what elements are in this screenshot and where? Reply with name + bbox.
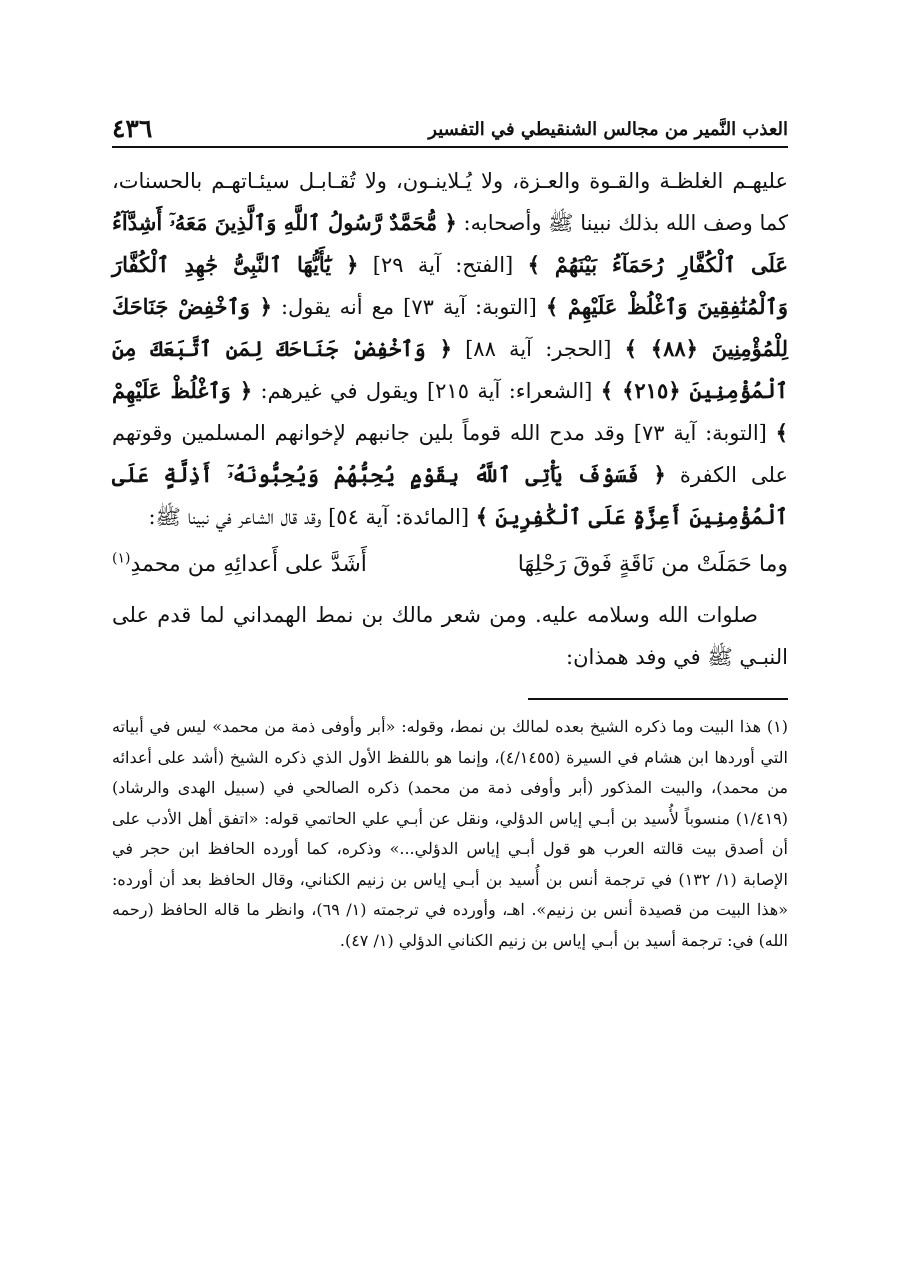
main-text — [112, 160, 788, 538]
text-segment: [التوبة: آية ٧٣] وقد مدح الله قوماً بلين جانبهم لإخوانهم المسلمين وقوتهم على الكفرة — [112, 421, 788, 487]
page-header — [112, 108, 788, 148]
footnote-divider — [528, 698, 788, 700]
main-paragraph — [112, 160, 788, 538]
closing-paragraph: صلوات الله وسلامه عليه. ومن شعر مالك بن نمط الهمداني لما قدم على النبـي ﷺ في وفد همذان: — [112, 603, 788, 669]
quran-verse: ﴿ وَٱخْفِضْ جَنَاحَكَ لِلْمُؤْمِنِينَ ﴿٨٨﴾ ﴾ — [112, 294, 789, 361]
citation: [التوبة: آية ٧٣] مع أنه يقول: — [271, 295, 546, 319]
citation: [المائدة: آية ٥٤] وقد قال الشاعر في نبينا ﷺ: — [148, 505, 476, 529]
footnote: (١) هذا البيت وما ذكره الشيخ بعده لمالك بن نمط، وقوله: «أبر وأوفى ذمة من محمد» ليس في أبياته التي أوردها ابن هشام في السيرة (٤/١٤٥٥)، وإنما هو باللفظ الأول الذي ذكره الشيخ (أشد على أعدائه من محمد)، والبيت المذكور (أبر وأوفى ذمة من محمد) ذكره الصالحي في (سبيل الهدى والرشاد) (١/٤١٩) منسوباً لأُسيد بن أبـي إياس الدؤلي، ونقل عن أبـي علي الحاتمي قوله: «اتفق أهل الأدب على أن أصدق بيت قالته العرب هو قول أبـي إياس الدؤلي...» وذكره، كما أورده الحافظ ابن حجر في الإصابة (١/ ١٣٢) في ترجمة أنس بن أُسيد بن أبـي إياس بن زنيم الكناني، وقال الحافظ بعد أن أورده: «هذا البيت من قصيدة أنس بن زنيم». اهـ، وأورده في ترجمته (١/ ٦٩)، وانظر ما قاله الحافظ (رحمه الله) في: ترجمة أسيد بن أبـي إياس بن زنيم الكناني الدؤلي (١/ ٤٧). — [112, 717, 789, 950]
quran-verse: ﴿ يَٰٓأَيُّهَا ٱلنَّبِىُّ جَٰهِدِ ٱلْكُفَّارَ وَٱلْمُنَٰفِقِينَ وَٱغْلُظْ عَلَيْهِمْ ﴾ — [112, 252, 788, 319]
citation: [الشعراء: آية ٢١٥] ويقول في غيرهم: — [252, 379, 601, 403]
quran-verse: ﴿ وَٱخْفِضْ جَنَاحَكَ لِمَنِ ٱتَّبَعَكَ مِنَ ٱلْمُؤْمِنِينَ ﴿٢١٥﴾ ﴾ — [112, 336, 788, 403]
quran-verse: ﴿ وَٱغْلُظْ عَلَيْهِمْ ﴾ — [112, 378, 788, 445]
page-number: ٤٣٦ — [112, 114, 153, 143]
text-segment: عليهـم الغلظـة والقـوة والعـزة، ولا يُـلاينـون، ولا تُقـابـل سيئـاتهـم بالحسنات، كما وصف الله بذلك نبينا ﷺ وأصحابه: — [112, 169, 788, 235]
running-title: العذب النَّمير من مجالس الشنقيطي في التفسير — [428, 119, 788, 140]
quran-verse: ﴿ مُّحَمَّدٌ رَّسُولُ ٱللَّهِ وَٱلَّذِينَ مَعَهُۥٓ أَشِدَّآءُ عَلَى ٱلْكُفَّارِ رُحَمَآءُ بَيْنَهُمْ ﴾ — [112, 210, 788, 277]
quran-verse: ﴿ فَسَوْفَ يَأْتِى ٱللَّهُ بِقَوْمٍ يُحِبُّهُمْ وَيُحِبُّونَهُۥٓ أَذِلَّةٍ عَلَى ٱلْمُؤْمِنِينَ أَعِزَّةٍ عَلَى ٱلْكَٰفِرِينَ ﴾ — [112, 462, 788, 529]
footnote-marker: (١) — [112, 550, 131, 567]
book-page — [112, 108, 788, 1211]
citation: [الحجر: آية ٨٨] — [451, 337, 625, 361]
poem-second-hemistich-text: أَشَدَّ على أَعدائِهِ من محمدِ — [130, 552, 367, 577]
poem-first-hemistich: وما حَمَلَتْ من نَاقَةٍ فَوقَ رَحْلِهَا — [517, 552, 788, 577]
poem-verse — [112, 542, 788, 588]
citation: [الفتح: آية ٢٩] — [358, 253, 528, 277]
poem-second-hemistich — [112, 542, 367, 588]
